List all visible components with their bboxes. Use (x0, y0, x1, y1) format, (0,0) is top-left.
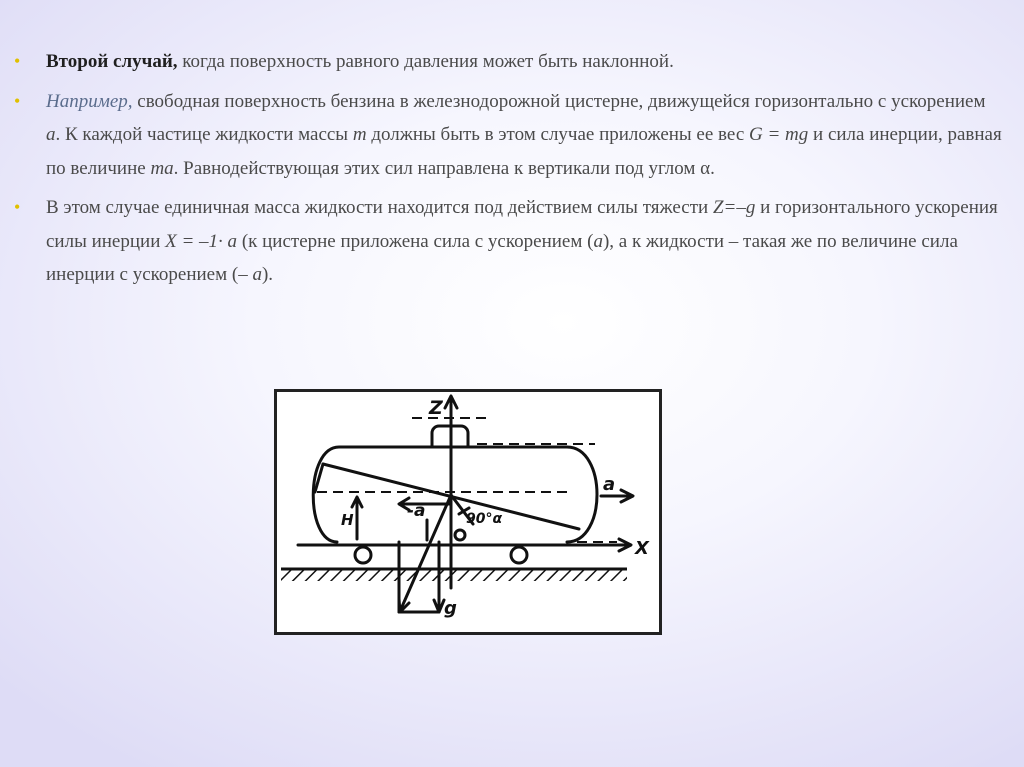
bullet-list (14, 45, 1004, 292)
bullet-dot-icon: • (14, 197, 21, 217)
g-label: g (444, 598, 457, 619)
tank-diagram-svg (277, 392, 659, 632)
bullet-item-3 (14, 191, 1004, 292)
bullet-item-1 (14, 45, 1004, 79)
text-segment: должны быть в этом случае приложены ее вес (366, 124, 750, 145)
formula-ma: ma (150, 157, 174, 179)
bullet-dot-icon: • (14, 90, 21, 111)
bullet-item-2 (14, 85, 1004, 186)
a-label: a (603, 474, 616, 495)
formula-a: а (46, 124, 56, 145)
formula-minus-a: – а (238, 264, 262, 285)
formula-z: Z=–g (712, 197, 756, 218)
ground-hatch (281, 569, 627, 581)
tank-diagram (274, 389, 662, 635)
wheel-right-icon (511, 547, 527, 563)
text-segment: и сила инерции, равная по величине (46, 124, 1002, 179)
formula-x: X = –1· a (165, 230, 238, 252)
text-segment: . Равнодействующая этих сил направлена к вертикали под углом α. (173, 157, 715, 179)
wheel-left-icon (355, 547, 371, 563)
z-label: Z (429, 397, 443, 419)
x-label: X (635, 538, 649, 559)
angle-label: 90°α (466, 511, 503, 527)
minus-a-label: -a (407, 501, 426, 521)
text-segment: и горизонтального ускорения силы инерции (46, 197, 998, 252)
formula-a-paren: a (593, 230, 603, 252)
text-segment: ), а к жидкости – такая же по величине сила инерции с ускорением ( (46, 230, 958, 285)
text-segment: свободная поверхность бензина в железнодорожной цистерне, движущейся горизонтально с ускорением (132, 90, 986, 112)
text-segment: В этом случае единичная масса жидкости находится под действием силы тяжести (46, 197, 713, 218)
text-segment: (к цистерне приложена сила с ускорением ( (237, 230, 594, 252)
bullet-dot-icon: • (14, 51, 21, 71)
text-segment: . К каждой частице жидкости массы (55, 124, 353, 145)
text-segment: когда поверхность равного давления может быть наклонной. (177, 51, 674, 72)
case-heading: Второй случай, (46, 51, 178, 72)
formula-weight: G = mg (749, 124, 809, 145)
text-segment: ). (261, 264, 274, 285)
formula-m: т (352, 124, 367, 145)
example-label: Например, (46, 90, 133, 112)
h-label: H (341, 511, 354, 529)
